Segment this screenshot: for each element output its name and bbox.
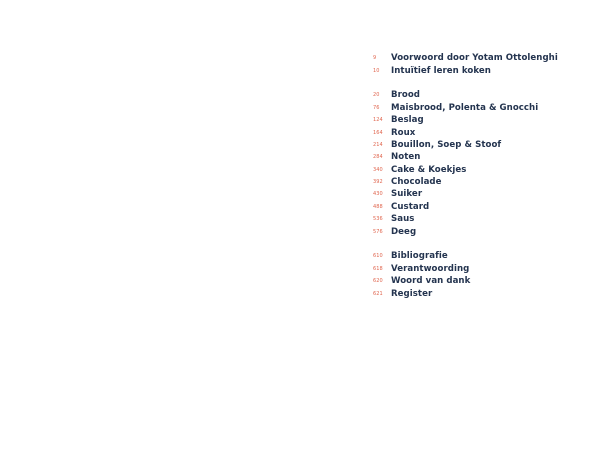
- toc-entry-title: Brood: [391, 90, 420, 101]
- toc-entry-title: Beslag: [391, 115, 424, 126]
- toc-entry-title: Woord van dank: [391, 276, 471, 287]
- toc-entry-title: Intuïtief leren koken: [391, 65, 491, 76]
- toc-entry: [373, 151, 593, 163]
- toc-page-number: 430: [373, 191, 383, 198]
- toc-page-number: 10: [373, 67, 380, 74]
- toc-page-number: 340: [373, 166, 383, 173]
- toc-group-back-matter: [373, 250, 593, 300]
- toc-entry: [373, 52, 593, 64]
- toc-page-number: 76: [373, 104, 380, 111]
- toc-page-number: 536: [373, 216, 383, 223]
- toc-page-number: 488: [373, 203, 383, 210]
- toc-page-number: 618: [373, 265, 383, 272]
- toc-page-number: 214: [373, 141, 383, 148]
- toc-entry-title: Bibliografie: [391, 251, 448, 262]
- toc-page-number: 392: [373, 179, 383, 186]
- toc-page-number: 20: [373, 92, 380, 99]
- toc-entry-title: Register: [391, 288, 433, 299]
- toc-entry-title: Cake & Koekjes: [391, 164, 467, 175]
- toc-page-number: 621: [373, 290, 383, 297]
- toc-entry: [373, 225, 593, 237]
- toc-entry-title: Saus: [391, 214, 415, 225]
- toc-entry: [373, 287, 593, 299]
- toc-entry: [373, 188, 593, 200]
- toc-entry: [373, 126, 593, 138]
- toc-entry-title: Suiker: [391, 189, 423, 200]
- toc-entry: [373, 114, 593, 126]
- toc-page-number: 620: [373, 278, 383, 285]
- toc-entry-title: Roux: [391, 127, 416, 138]
- toc-entry: [373, 250, 593, 262]
- toc-entry-title: Custard: [391, 201, 430, 212]
- toc-entry-title: Maisbrood, Polenta & Gnocchi: [391, 102, 539, 113]
- toc-page-number: 9: [373, 55, 377, 62]
- toc-entry: [373, 275, 593, 287]
- table-of-contents: [373, 52, 593, 300]
- toc-page-number: 284: [373, 154, 383, 161]
- toc-entry-title: Voorwoord door Yotam Ottolenghi: [391, 53, 558, 64]
- toc-page-number: 576: [373, 228, 383, 235]
- toc-entry: [373, 176, 593, 188]
- toc-entry: [373, 102, 593, 114]
- toc-entry-title: Verantwoording: [391, 263, 470, 274]
- toc-entry: [373, 64, 593, 76]
- toc-group-chapters: [373, 89, 593, 238]
- toc-entry: [373, 139, 593, 151]
- toc-entry-title: Deeg: [391, 226, 417, 237]
- toc-entry: [373, 164, 593, 176]
- toc-entry-title: Bouillon, Soep & Stoof: [391, 139, 502, 150]
- toc-entry-title: Chocolade: [391, 177, 442, 188]
- toc-group-front-matter: [373, 52, 593, 77]
- toc-page-number: 610: [373, 253, 383, 260]
- toc-entry: [373, 201, 593, 213]
- toc-entry: [373, 89, 593, 101]
- toc-page-number: 124: [373, 117, 383, 124]
- toc-entry-title: Noten: [391, 152, 421, 163]
- toc-entry: [373, 213, 593, 225]
- toc-page-number: 164: [373, 129, 383, 136]
- toc-entry: [373, 263, 593, 275]
